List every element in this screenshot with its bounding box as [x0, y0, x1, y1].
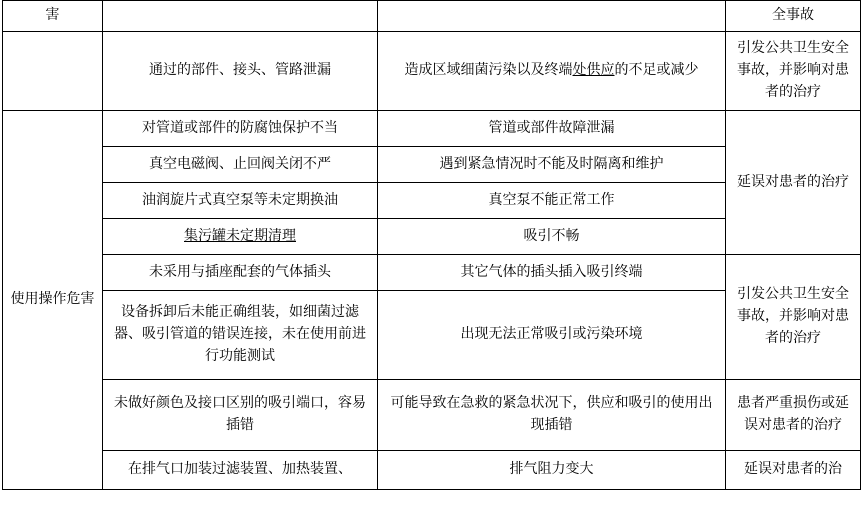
- cell-text: 吸引不畅: [523, 227, 580, 244]
- cell-consequence: [378, 451, 726, 490]
- cell-text: 全事故: [772, 7, 814, 24]
- cell-category: [3, 111, 103, 490]
- cell-text: 设备拆卸后未能正确组装，如细菌过滤器、吸引管道的错误连接，未在使用前进行功能测试: [114, 304, 366, 364]
- cell-text: 真空电磁阀、止回阀关闭不严: [149, 155, 331, 172]
- cell-consequence: [378, 147, 726, 183]
- cell-text: 未采用与插座配套的气体插头: [149, 263, 331, 280]
- cell-cause: [103, 1, 378, 32]
- cell-consequence: [378, 183, 726, 219]
- table-row: [3, 1, 861, 32]
- cell-impact: [726, 1, 861, 32]
- cell-text: 患者严重损伤或延误对患者的治疗: [737, 395, 849, 433]
- cell-text-part: 的不足或减少: [614, 62, 699, 79]
- cell-text: 其它气体的插头插入吸引终端: [460, 263, 643, 280]
- table-row: [3, 451, 861, 490]
- cell-text: 未做好颜色及接口区别的吸引端口，容易插错: [114, 395, 366, 433]
- cell-text: 排气阻力变大: [509, 461, 594, 478]
- cell-consequence: [378, 255, 726, 291]
- cell-text: 引发公共卫生安全事故，并影响对患者的治疗: [737, 286, 849, 346]
- table-row: [3, 32, 861, 111]
- cell-impact: [726, 255, 861, 380]
- cell-text: 使用操作危害: [10, 291, 95, 308]
- cell-impact: [726, 380, 861, 451]
- cell-consequence: [378, 32, 726, 111]
- cell-cause: [103, 183, 378, 219]
- cell-text: 在排气口加装过滤装置、加热装置、: [128, 461, 352, 478]
- cell-cause: [103, 380, 378, 451]
- cell-text-underlined: 处供应: [572, 62, 615, 79]
- cell-text: 油润旋片式真空泵等未定期换油: [142, 191, 338, 208]
- cell-category: [3, 1, 103, 32]
- cell-text: 集污罐未定期清理: [184, 227, 296, 244]
- cell-category: [3, 32, 103, 111]
- cell-consequence: [378, 380, 726, 451]
- cell-cause: [103, 147, 378, 183]
- cell-cause: [103, 111, 378, 147]
- cell-text: 延误对患者的治: [744, 461, 842, 478]
- cell-text: 延误对患者的治疗: [737, 173, 849, 190]
- cell-cause: [103, 32, 378, 111]
- table-row: [3, 380, 861, 451]
- cell-text-part: 造成区域细菌污染以及终端: [404, 62, 573, 79]
- hazard-analysis-table: [2, 0, 861, 490]
- cell-text: 可能导致在急救的紧急状况下，供应和吸引的使用出现插错: [390, 395, 713, 433]
- cell-cause: [103, 219, 378, 255]
- cell-cause: [103, 451, 378, 490]
- cell-text: 对管道或部件的防腐蚀保护不当: [142, 119, 338, 136]
- table-row: [3, 111, 861, 147]
- cell-consequence: [378, 219, 726, 255]
- cell-text: 遇到紧急情况时不能及时隔离和维护: [439, 155, 664, 172]
- cell-text: 引发公共卫生安全事故，并影响对患者的治疗: [737, 40, 849, 100]
- cell-impact: [726, 451, 861, 490]
- cell-text: 管道或部件故障泄漏: [488, 119, 615, 136]
- cell-consequence: [378, 291, 726, 380]
- cell-text: 害: [45, 7, 60, 24]
- cell-cause: [103, 291, 378, 380]
- cell-consequence: [378, 111, 726, 147]
- cell-text: 通过的部件、接头、管路泄漏: [149, 62, 331, 79]
- cell-consequence: [378, 1, 726, 32]
- cell-cause: [103, 255, 378, 291]
- cell-text: 出现无法正常吸引或污染环境: [460, 326, 643, 343]
- cell-impact: [726, 32, 861, 111]
- cell-impact: [726, 111, 861, 255]
- table-row: [3, 255, 861, 291]
- cell-text: 真空泵不能正常工作: [488, 191, 615, 208]
